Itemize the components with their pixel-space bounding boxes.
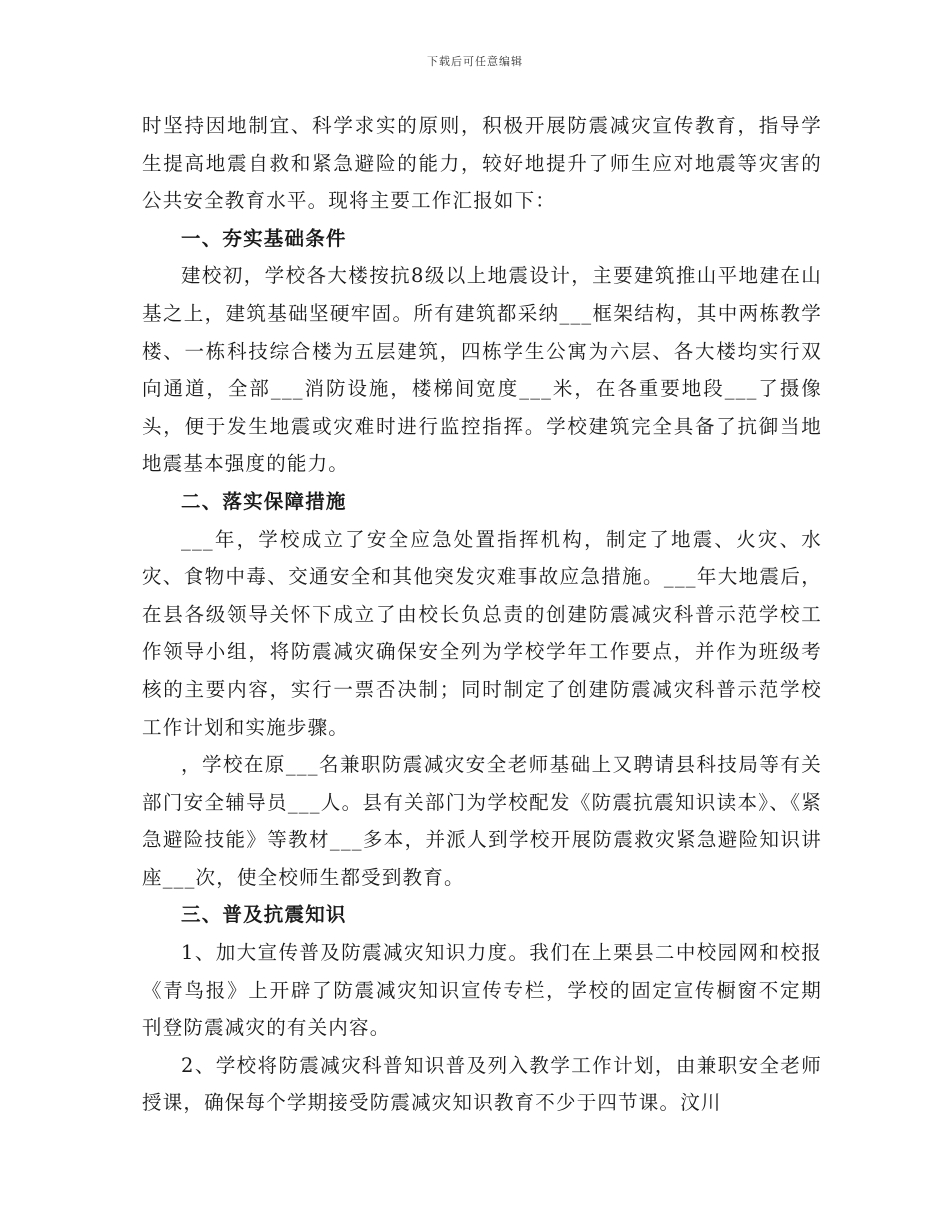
paragraph-staff: ，学校在原___名兼职防震减灾安全老师基础上又聘请县科技局等有关部门安全辅导员___人。县有关部门为学校配发《防震抗震知识读本》、《紧急避险技能》等教材___多本，并派人到学校开展防震救灾紧急避险知识讲座___次，使全校师生都受到教育。 — [142, 753, 822, 889]
paragraph-intro: 时坚持因地制宜、科学求实的原则，积极开展防震减灾宣传教育，指导学生提高地震自救和紧急避险的能力，较好地提升了师生应对地震等灾害的公共安全教育水平。现将主要工作汇报如下： — [142, 114, 822, 213]
section-heading-3: 三、普及抗震知识 — [181, 903, 347, 927]
paragraph-publicity: 1、加大宣传普及防震减灾知识力度。我们在上栗县二中校园网和校报《青鸟报》上开辟了防震减灾知识宣传专栏，学校的固定宣传橱窗不定期刊登防震减灾的有关内容。 — [142, 941, 822, 1040]
section-heading-1: 一、夯实基础条件 — [181, 226, 347, 250]
document-body — [142, 107, 822, 1122]
page-header: 下载后可任意编辑 — [427, 55, 523, 68]
paragraph-foundation: 建校初，学校各大楼按抗8级以上地震设计，主要建筑推山平地建在山基之上，建筑基础坚硬牢固。所有建筑都采纳___框架结构，其中两栋教学楼、一栋科技综合楼为五层建筑，四栋学生公寓为六层、各大楼均实行双向通道，全部___消防设施，楼梯间宽度___米，在各重要地段___了摄像头，便于发生地震或灾难时进行监控指挥。学校建筑完全具备了抗御当地地震基本强度的能力。 — [142, 264, 822, 476]
section-heading-2: 二、落实保障措施 — [181, 489, 347, 513]
paragraph-teaching: 2、学校将防震减灾科普知识普及列入教学工作计划，由兼职安全老师授课，确保每个学期接受防震减灾知识教育不少于四节课。汶川 — [142, 1053, 822, 1115]
paragraph-measures: ___年，学校成立了安全应急处置指挥机构，制定了地震、火灾、水灾、食物中毒、交通安全和其他突发灾难事故应急措施。___年大地震后，在县各级领导关怀下成立了由校长负总责的创建防震减灾科普示范学校工作领导小组，将防震减灾确保安全列为学校学年工作要点，并作为班级考核的主要内容，实行一票否决制；同时制定了创建防震减灾科普示范学校工作计划和实施步骤。 — [142, 527, 822, 739]
